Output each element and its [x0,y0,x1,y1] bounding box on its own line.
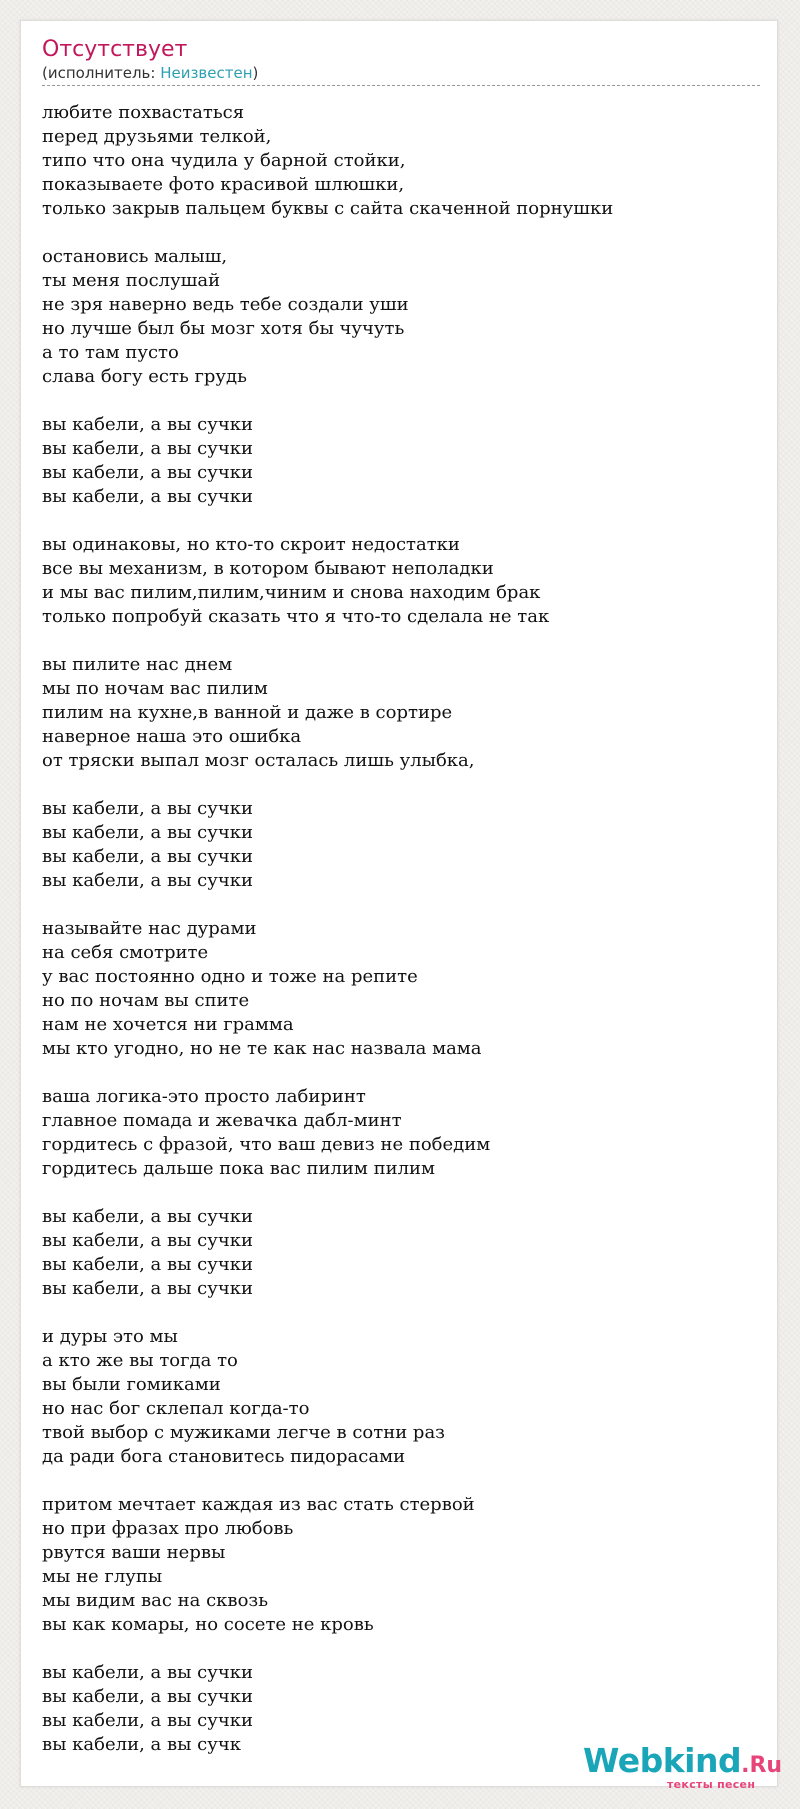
song-header [42,37,760,86]
logo-wordmark: Webkind [583,1741,742,1780]
logo-tld: .Ru [741,1753,783,1778]
lyrics-card [20,20,783,1791]
artist-link[interactable]: Неизвестен [160,64,253,82]
song-title: Отсутствует [42,37,188,62]
artist-prefix: (исполнитель: [42,64,161,82]
logo-tagline: тексты песен [667,1778,756,1791]
artist-line [42,63,760,86]
artist-suffix: ) [252,64,259,82]
lyrics-text: любите похвастаться перед друзьями телкой, типо что она чудила у барной стойки, показываете фото красивой шлюшки, только закрыв пальцем буквы с сайта скаченной порнушки остановись малыш, ты меня послушай не зря наверно ведь тебе создали уши но лучше был бы мозг хотя бы чучуть а то там пусто слава богу есть грудь вы кабели, а вы сучки вы кабели, а вы сучки вы кабели, а вы сучки вы кабели, а вы сучки вы одинаковы, но кто-то скроит недостатки все вы механизм, в котором бывают неполадки и мы вас пилим,пилим,чиним и снова находим брак только попробуй сказать что я что-то сделала не так вы пилите нас днем мы по ночам вас пилим пилим на кухне,в ванной и даже в сортире наверное наша это ошибка от тряски выпал мозг осталась лишь улыбка, вы кабели, а вы сучки вы кабели, а вы сучки вы кабели, а вы сучки вы кабели, а вы сучки называйте нас дурами на себя смотрите у вас постоянно одно и тоже на репите но по ночам вы спите нам не хочется ни грамма мы кто угодно, но не те как нас назвала мама ваша логика-это просто лабиринт главное помада и жевачка дабл-минт гордитесь с фразой, что ваш девиз не победим гордитесь дальше пока вас пилим пилим вы кабели, а вы сучки вы кабели, а вы сучки вы кабели, а вы сучки вы кабели, а вы сучки и дуры это мы а кто же вы тогда то вы были гомиками но нас бог склепал когда-то твой выбор с мужиками легче в сотни раз да ради бога становитесь пидорасами притом мечтает каждая из вас стать стервой но при фразах про любовь рвутся ваши нервы мы не глупы мы видим вас на сквозь вы как комары, но сосете не кровь вы кабели, а вы сучки вы кабели, а вы сучки вы кабели, а вы сучки вы кабели, а вы сучк [42,102,614,1755]
site-logo[interactable] [583,1741,783,1791]
